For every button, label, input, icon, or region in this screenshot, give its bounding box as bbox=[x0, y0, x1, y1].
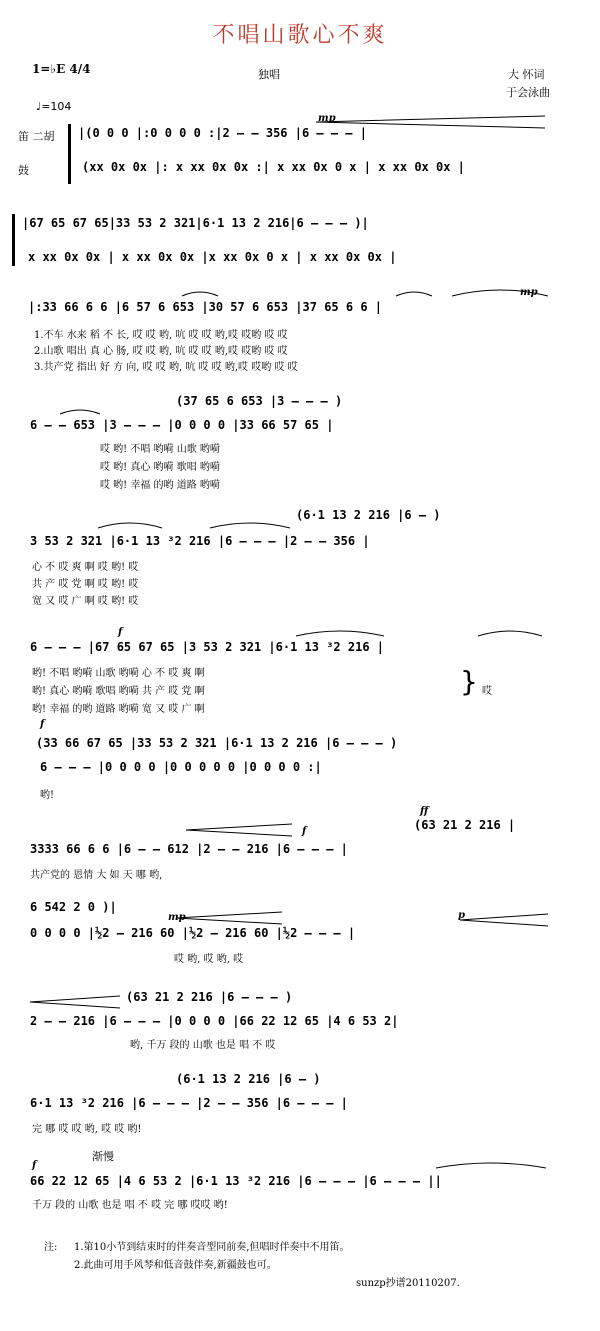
lyric-verse-1-line-3: 3.共产党 指出 好 方 向, 哎 哎 哟, 吭 哎 哎 哟,哎 哎哟 哎 哎 bbox=[34, 362, 298, 373]
notes-intro-melody-2: |67 65 67 65|33 53 2 321|6·1 13 2 216|6 – – – )| bbox=[22, 216, 369, 230]
lyricist: 大 怀词 bbox=[508, 68, 545, 81]
notes-intro-melody-1: |(0 0 0 |:0 0 0 0 :|2 – – 356 |6 – – – | bbox=[78, 126, 367, 140]
lyric-verse-3-line-1: 心 不 哎 爽 啊 哎 哟! 哎 bbox=[32, 562, 139, 573]
crescendo-hairpin bbox=[176, 912, 282, 924]
accompaniment-5: (63 21 2 216 | bbox=[414, 818, 516, 832]
footnote-label: 注: bbox=[44, 1242, 58, 1253]
accompaniment-4: (33 66 67 65 |33 53 2 321 |6·1 13 2 216 |6 – – – ) bbox=[36, 736, 398, 750]
tempo-mark: ♩=104 bbox=[36, 100, 72, 113]
accompaniment-3: (6·1 13 2 216 |6 – ) bbox=[296, 508, 441, 522]
accompaniment-2: (37 65 6 653 |3 – – – ) bbox=[176, 394, 343, 408]
tie bbox=[98, 523, 162, 528]
notes-verse-3: 3 53 2 321 |6·1 13 ³2 216 |6 – – – |2 – – 356 | bbox=[30, 534, 370, 548]
dynamic-f: f bbox=[302, 826, 307, 837]
lyric-verse-4-line-3: 哟! 幸福 的哟 道路 哟嗬 宽 又 哎 广 啊 bbox=[32, 704, 205, 715]
composer: 于会泳曲 bbox=[506, 86, 550, 99]
footnote-2: 2.此曲可用手风琴和低音鼓伴奏,新疆鼓也可。 bbox=[74, 1260, 277, 1271]
lyric-ending-2: 哎 哟, 哎 哟, 哎 bbox=[174, 954, 244, 965]
notes-ending-1: 3333 66 6 6 |6 – – 612 |2 – – 216 |6 – – – | bbox=[30, 842, 348, 856]
lyric-verse-4-line-2: 哟! 真心 哟嗬 歌唱 哟嗬 共 产 哎 党 啊 bbox=[32, 686, 205, 697]
dynamic-p: p bbox=[458, 910, 465, 921]
decrescendo-hairpin bbox=[30, 996, 120, 1008]
notes-ending-5: 66 22 12 65 |4 6 53 2 |6·1 13 ³2 216 |6 – – – |6 – – – || bbox=[30, 1174, 442, 1188]
notes-ending-2: 0 0 0 0 |½2 – 216 60 |½2 – 216 60 |½2 – – – | bbox=[30, 926, 356, 940]
lyric-ending-5: 千万 段的 山歌 也是 唱 不 哎 完 哪 哎哎 哟! bbox=[32, 1200, 228, 1211]
lyric-verse-1-line-2: 2.山歌 唱出 真 心 肠, 哎 哎 哟, 吭 哎 哎 哟,哎 哎哟 哎 哎 bbox=[34, 346, 288, 357]
notes-intro-drum-1: (xx 0x 0x |: x xx 0x 0x :| x xx 0x 0 x | x xx 0x 0x | bbox=[82, 160, 465, 174]
tie bbox=[182, 292, 218, 296]
tie bbox=[436, 1163, 546, 1168]
tie bbox=[396, 292, 432, 296]
performance-type: 独唱 bbox=[258, 68, 280, 81]
dynamic-ff: ff bbox=[420, 806, 429, 817]
accompaniment-7: (63 21 2 216 |6 – – – ) bbox=[126, 990, 293, 1004]
lyric-verse-2-line-1: 哎 哟! 不唱 哟嗬 山歌 哟嗬 bbox=[100, 444, 220, 455]
lyric-side-word: 哎 bbox=[482, 686, 492, 697]
lyric-verse-3-line-2: 共 产 哎 党 啊 哎 哟! 哎 bbox=[32, 579, 139, 590]
key-signature: 1=♭E 4/4 bbox=[32, 62, 91, 76]
notes-verse-5: 6 – – – |0 0 0 0 |0 0 0 0 0 |0 0 0 0 :| bbox=[40, 760, 322, 774]
notes-verse-1: |:33 66 6 6 |6 57 6 653 |30 57 6 653 |37 65 6 6 | bbox=[28, 300, 383, 314]
instrument-label-drum: 鼓 bbox=[18, 164, 29, 177]
dynamic-mp: mp bbox=[168, 912, 186, 923]
crescendo-hairpin bbox=[316, 116, 545, 128]
lyric-ending-1: 共产党的 恩情 大 如 天 哪 哟, bbox=[30, 870, 163, 881]
tie bbox=[210, 523, 290, 528]
notes-verse-2: 6 – – 653 |3 – – – |0 0 0 0 |33 66 57 65 | bbox=[30, 418, 334, 432]
accompaniment-8: (6·1 13 2 216 |6 – ) bbox=[176, 1072, 321, 1086]
tie bbox=[296, 631, 384, 636]
notes-ending-3: 2 – – 216 |6 – – – |0 0 0 0 |66 22 12 65 |4 6 53 2| bbox=[30, 1014, 399, 1028]
crescendo-hairpin bbox=[186, 824, 292, 836]
lyric-verse-4-line-1: 哟! 不唱 哟嗬 山歌 哟嗬 心 不 哎 爽 啊 bbox=[32, 668, 205, 679]
dynamic-mp: mp bbox=[318, 113, 336, 124]
tie bbox=[478, 631, 542, 636]
accompaniment-6: 6 542 2 0 )| bbox=[30, 900, 117, 914]
lyric-brace: } bbox=[460, 665, 478, 698]
notes-ending-4: 6·1 13 ³2 216 |6 – – – |2 – – 356 |6 – – – | bbox=[30, 1096, 348, 1110]
lyric-ending-3: 哟, 千万 段的 山歌 也是 唱 不 哎 bbox=[130, 1040, 276, 1051]
lyric-verse-2-line-3: 哎 哟! 幸福 的哟 道路 哟嗬 bbox=[100, 480, 220, 491]
dynamic-f: f bbox=[32, 1160, 37, 1171]
tie bbox=[60, 410, 100, 414]
tie bbox=[452, 290, 548, 296]
song-title: 不唱山歌心不爽 bbox=[212, 23, 388, 48]
dynamic-f: f bbox=[118, 627, 123, 638]
dynamic-mp: mp bbox=[520, 287, 538, 298]
lyric-ending-4: 完 哪 哎 哎 哟, 哎 哎 哟! bbox=[32, 1124, 142, 1135]
lyric-verse-5-line-1: 哟! bbox=[40, 790, 55, 801]
instrument-label-flute-erhu: 笛 二胡 bbox=[18, 130, 55, 143]
footnote-1: 1.第10小节到结束时的伴奏音型同前奏,但唱时伴奏中不用笛。 bbox=[74, 1242, 350, 1253]
lyric-verse-1-line-1: 1.不车 水来 稻 不 长, 哎 哎 哟, 吭 哎 哎 哟,哎 哎哟 哎 哎 bbox=[34, 330, 288, 341]
lyric-verse-3-line-3: 宽 又 哎 广 啊 哎 哟! 哎 bbox=[32, 596, 139, 607]
transcriber-credit: sunzp抄谱20110207. bbox=[356, 1278, 460, 1289]
tempo-rit: 渐慢 bbox=[92, 1150, 114, 1163]
notes-intro-drum-2: x xx 0x 0x | x xx 0x 0x |x xx 0x 0 x | x xx 0x 0x | bbox=[28, 250, 397, 264]
lyric-verse-2-line-2: 哎 哟! 真心 哟嗬 歌唱 哟嗬 bbox=[100, 462, 220, 473]
notes-verse-4: 6 – – – |67 65 67 65 |3 53 2 321 |6·1 13 ³2 216 | bbox=[30, 640, 385, 654]
dynamic-f: f bbox=[40, 719, 45, 730]
decrescendo-hairpin bbox=[460, 914, 548, 926]
